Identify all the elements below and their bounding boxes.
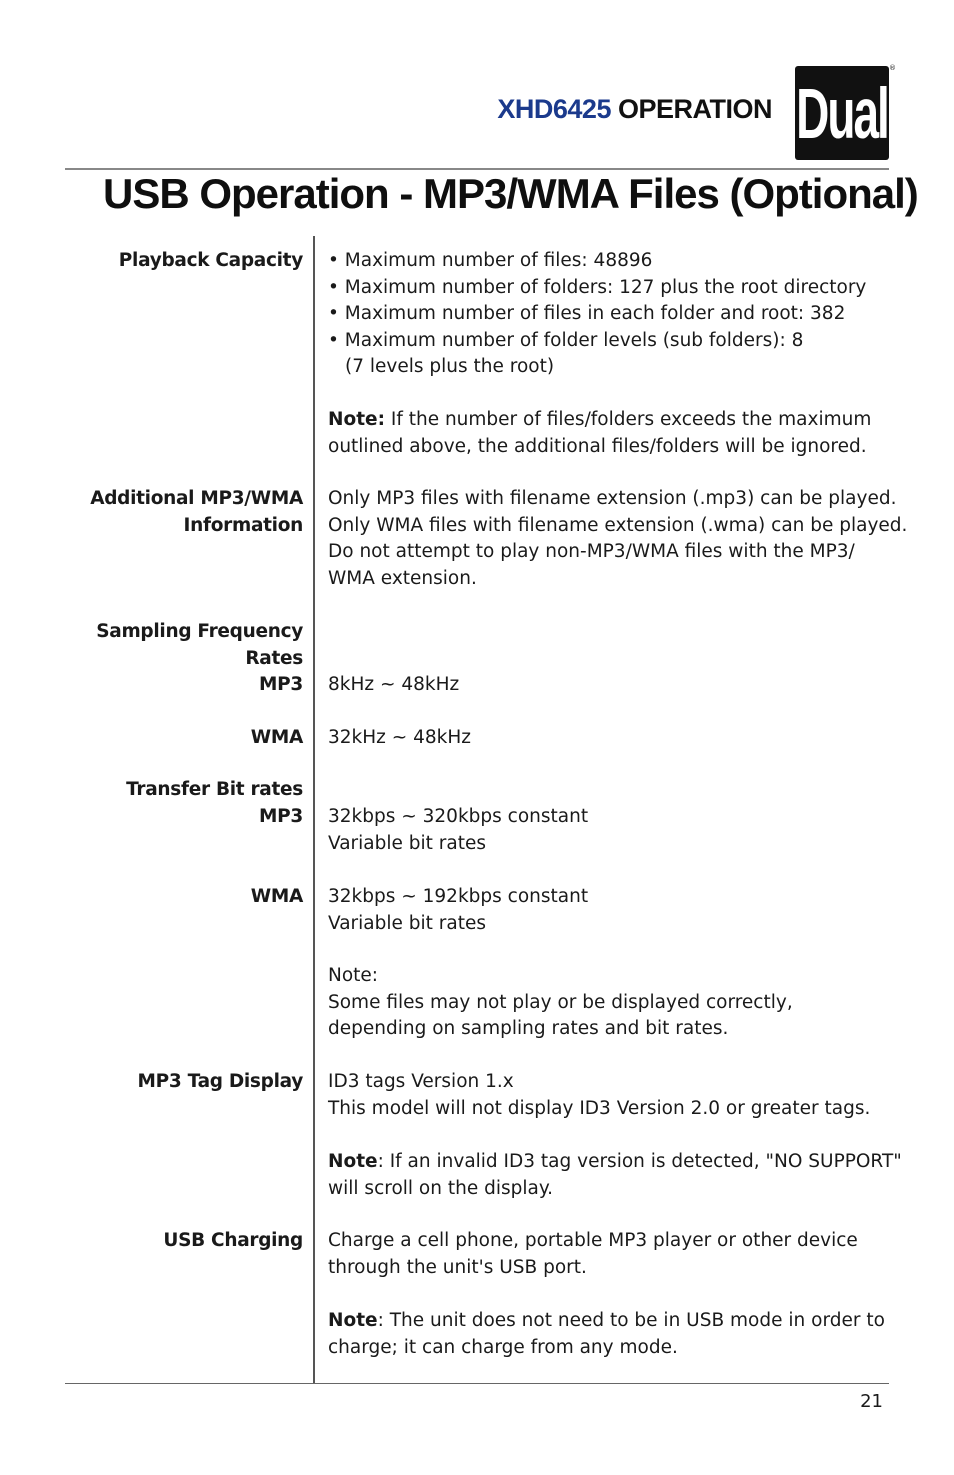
text-line: Variable bit rates: [328, 832, 487, 854]
note-text: If the number of files/folders exceeds the maximum: [384, 409, 872, 430]
note-text: charge; it can charge from any mode.: [328, 1336, 678, 1358]
label-transfer-bit-rates: Transfer Bit rates: [126, 779, 303, 800]
column-divider: [313, 236, 315, 1384]
dual-logo: Dual: [795, 66, 889, 160]
bullet-item: • Maximum number of folders: 127 plus the root directory: [328, 276, 867, 298]
text-line: Only WMA files with filename extension (.wma) can be played.: [328, 514, 908, 536]
note-text: : The unit does not need to be in USB mode in order to: [377, 1310, 885, 1331]
text-line: depending on sampling rates and bit rates.: [328, 1018, 729, 1039]
label-playback-capacity: Playback Capacity: [118, 250, 303, 271]
text-line: ID3 tags Version 1.x: [328, 1071, 514, 1092]
page-number: 21: [860, 1391, 883, 1412]
note-text: outlined above, the additional files/folders will be ignored.: [328, 435, 867, 457]
text-line: Note:: [328, 965, 379, 986]
note-label: Note: [328, 1151, 378, 1172]
bullet-continuation: (7 levels plus the root): [345, 356, 555, 377]
label-mp3-tag-display: MP3 Tag Display: [137, 1071, 303, 1092]
section-name: OPERATION: [617, 94, 772, 124]
model-name: XHD6425: [497, 94, 611, 124]
bitrate-note: [328, 963, 898, 1043]
text-line: Charge a cell phone, portable MP3 player or other device: [328, 1230, 858, 1251]
header-title: [497, 94, 772, 125]
text-line: Some files may not play or be displayed correctly,: [328, 991, 793, 1013]
playback-bullets: [328, 248, 898, 381]
text-line: Only MP3 files with filename extension (.mp3) can be played.: [328, 488, 897, 509]
text-line: through the unit's USB port.: [328, 1256, 587, 1278]
page-title: USB Operation - MP3/WMA Files (Optional): [103, 170, 918, 217]
tag-note: [328, 1149, 902, 1202]
text-line: 32kbps ~ 320kbps constant: [328, 806, 589, 827]
bitrate-mp3-values: [328, 804, 898, 857]
text-line: Variable bit rates: [328, 912, 487, 934]
text-line: Do not attempt to play non-MP3/WMA files with the MP3/: [328, 541, 855, 562]
label-sampling-mp3: MP3: [259, 674, 303, 695]
bullet-item: • Maximum number of folder levels (sub folders): 8: [328, 329, 804, 351]
text-line: WMA extension.: [328, 567, 477, 589]
bullet-item: • Maximum number of files in each folder and root: 382: [328, 303, 846, 324]
label-bitrate-wma: WMA: [250, 886, 303, 907]
charging-text: [328, 1228, 898, 1281]
registered-mark: ®: [889, 64, 896, 72]
label-sampling-wma: WMA: [250, 727, 303, 748]
playback-note: [328, 407, 898, 460]
note-text: will scroll on the display.: [328, 1177, 554, 1199]
additional-info-text: [328, 486, 908, 592]
note-label: Note:: [328, 409, 385, 430]
note-text: : If an invalid ID3 tag version is detected, "NO SUPPORT": [377, 1151, 902, 1172]
tag-display-text: [328, 1069, 898, 1122]
bottom-divider: [65, 1383, 889, 1384]
note-label: Note: [328, 1310, 378, 1331]
label-sampling-frequency: Sampling Frequency Rates: [96, 621, 303, 669]
label-usb-charging: USB Charging: [163, 1230, 303, 1251]
bitrate-wma-values: [328, 884, 898, 937]
sampling-mp3-value: 8kHz ~ 48kHz: [328, 674, 460, 695]
text-line: 32kbps ~ 192kbps constant: [328, 886, 589, 907]
text-line: This model will not display ID3 Version 2.0 or greater tags.: [328, 1097, 871, 1119]
sampling-wma-value: 32kHz ~ 48kHz: [328, 727, 472, 748]
label-bitrate-mp3: MP3: [259, 806, 303, 827]
charging-note: [328, 1308, 898, 1361]
bullet-item: • Maximum number of files: 48896: [328, 250, 653, 271]
label-additional-info: Additional MP3/WMA Information: [90, 488, 303, 536]
